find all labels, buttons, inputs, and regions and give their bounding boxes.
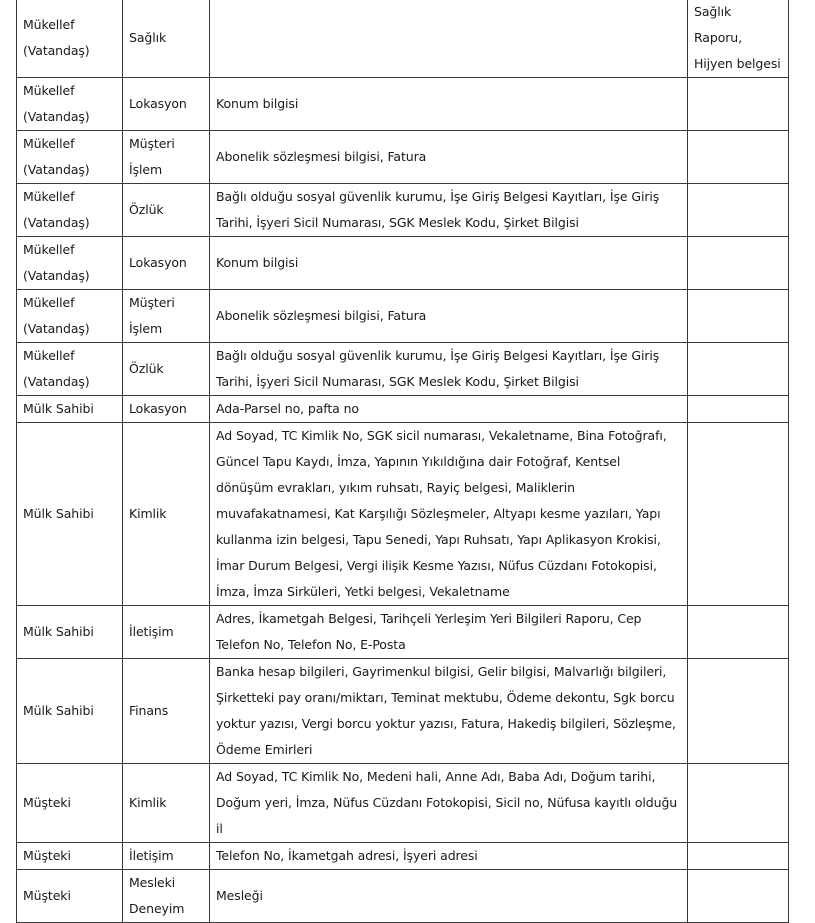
notes-cell [688,290,789,343]
notes-cell [688,131,789,184]
subject-cell: Mükellef (Vatandaş) [17,131,123,184]
notes-cell [688,396,789,423]
notes-cell [688,764,789,843]
data-cell: Konum bilgisi [210,237,688,290]
category-cell: İletişim [123,606,210,659]
table-row [17,343,789,396]
notes-cell [688,78,789,131]
data-cell: Mesleği [210,870,688,923]
data-cell: Telefon No, İkametgah adresi, İşyeri adresi [210,843,688,870]
subject-cell: Mükellef (Vatandaş) [17,290,123,343]
table-row [17,0,789,78]
data-cell [210,0,688,78]
table-row [17,237,789,290]
data-cell: Ad Soyad, TC Kimlik No, Medeni hali, Anne Adı, Baba Adı, Doğum tarihi, Doğum yeri, İmza, Nüfus Cüzdanı Fotokopisi, Sicil no, Nüfusa kayıtlı olduğu il [210,764,688,843]
notes-cell [688,184,789,237]
subject-cell: Mülk Sahibi [17,423,123,606]
data-cell: Ada-Parsel no, pafta no [210,396,688,423]
category-cell: Özlük [123,343,210,396]
table-row [17,396,789,423]
category-cell: Finans [123,659,210,764]
table-row [17,423,789,606]
subject-cell: Müşteki [17,764,123,843]
data-cell: Ad Soyad, TC Kimlik No, SGK sicil numarası, Vekaletname, Bina Fotoğrafı, Güncel Tapu Kaydı, İmza, Yapının Yıkıldığına dair Fotoğraf, Kentsel dönüşüm evrakları, yıkım ruhsatı, Rayiç belgesi, Maliklerin muvafakatnamesi, Kat Karşılığı Sözleşmeler, Altyapı kesme yazıları, Yapı kullanma izin belgesi, Tapu Senedi, Yapı Ruhsatı, Yapı Aplikasyon Krokisi, İmar Durum Belgesi, Vergi ilişik Kesme Yazısı, Nüfus Cüzdanı Fotokopisi, İmza, İmza Sirküleri, Yetki belgesi, Vekaletname [210,423,688,606]
notes-cell [688,870,789,923]
subject-cell: Mülk Sahibi [17,396,123,423]
subject-cell: Müşteki [17,870,123,923]
table-row [17,659,789,764]
table-row [17,764,789,843]
data-cell: Banka hesap bilgileri, Gayrimenkul bilgisi, Gelir bilgisi, Malvarlığı bilgileri, Şirketteki pay oranı/miktarı, Teminat mektubu, Ödeme dekontu, Sgk borcu yoktur yazısı, Vergi borcu yoktur yazısı, Fatura, Hakediş bilgileri, Sözleşme, Ödeme Emirleri [210,659,688,764]
data-cell: Konum bilgisi [210,78,688,131]
subject-cell: Mülk Sahibi [17,659,123,764]
subject-cell: Müşteki [17,843,123,870]
category-cell: Müşteri İşlem [123,290,210,343]
data-cell: Adres, İkametgah Belgesi, Tarihçeli Yerleşim Yeri Bilgileri Raporu, Cep Telefon No, Telefon No, E-Posta [210,606,688,659]
category-cell: İletişim [123,843,210,870]
category-cell: Sağlık [123,0,210,78]
subject-cell: Mükellef (Vatandaş) [17,237,123,290]
notes-cell [688,659,789,764]
category-cell: Mesleki Deneyim [123,870,210,923]
category-cell: Lokasyon [123,78,210,131]
subject-cell: Mükellef (Vatandaş) [17,0,123,78]
data-cell: Abonelik sözleşmesi bilgisi, Fatura [210,131,688,184]
notes-cell [688,343,789,396]
table-row [17,131,789,184]
notes-cell [688,423,789,606]
table-row [17,184,789,237]
category-cell: Özlük [123,184,210,237]
data-cell: Bağlı olduğu sosyal güvenlik kurumu, İşe Giriş Belgesi Kayıtları, İşe Giriş Tarihi, İşyeri Sicil Numarası, SGK Meslek Kodu, Şirket Bilgisi [210,184,688,237]
table-row [17,606,789,659]
table-row [17,843,789,870]
table-row [17,78,789,131]
data-cell: Abonelik sözleşmesi bilgisi, Fatura [210,290,688,343]
subject-cell: Mülk Sahibi [17,606,123,659]
subject-cell: Mükellef (Vatandaş) [17,78,123,131]
notes-cell [688,843,789,870]
notes-cell: Sağlık Raporu, Hijyen belgesi [688,0,789,78]
category-cell: Lokasyon [123,396,210,423]
data-cell: Bağlı olduğu sosyal güvenlik kurumu, İşe Giriş Belgesi Kayıtları, İşe Giriş Tarihi, İşyeri Sicil Numarası, SGK Meslek Kodu, Şirket Bilgisi [210,343,688,396]
category-cell: Kimlik [123,423,210,606]
personal-data-table [16,0,789,923]
notes-cell [688,606,789,659]
table-row [17,290,789,343]
category-cell: Müşteri İşlem [123,131,210,184]
category-cell: Lokasyon [123,237,210,290]
subject-cell: Mükellef (Vatandaş) [17,343,123,396]
category-cell: Kimlik [123,764,210,843]
subject-cell: Mükellef (Vatandaş) [17,184,123,237]
notes-cell [688,237,789,290]
table-row [17,870,789,923]
